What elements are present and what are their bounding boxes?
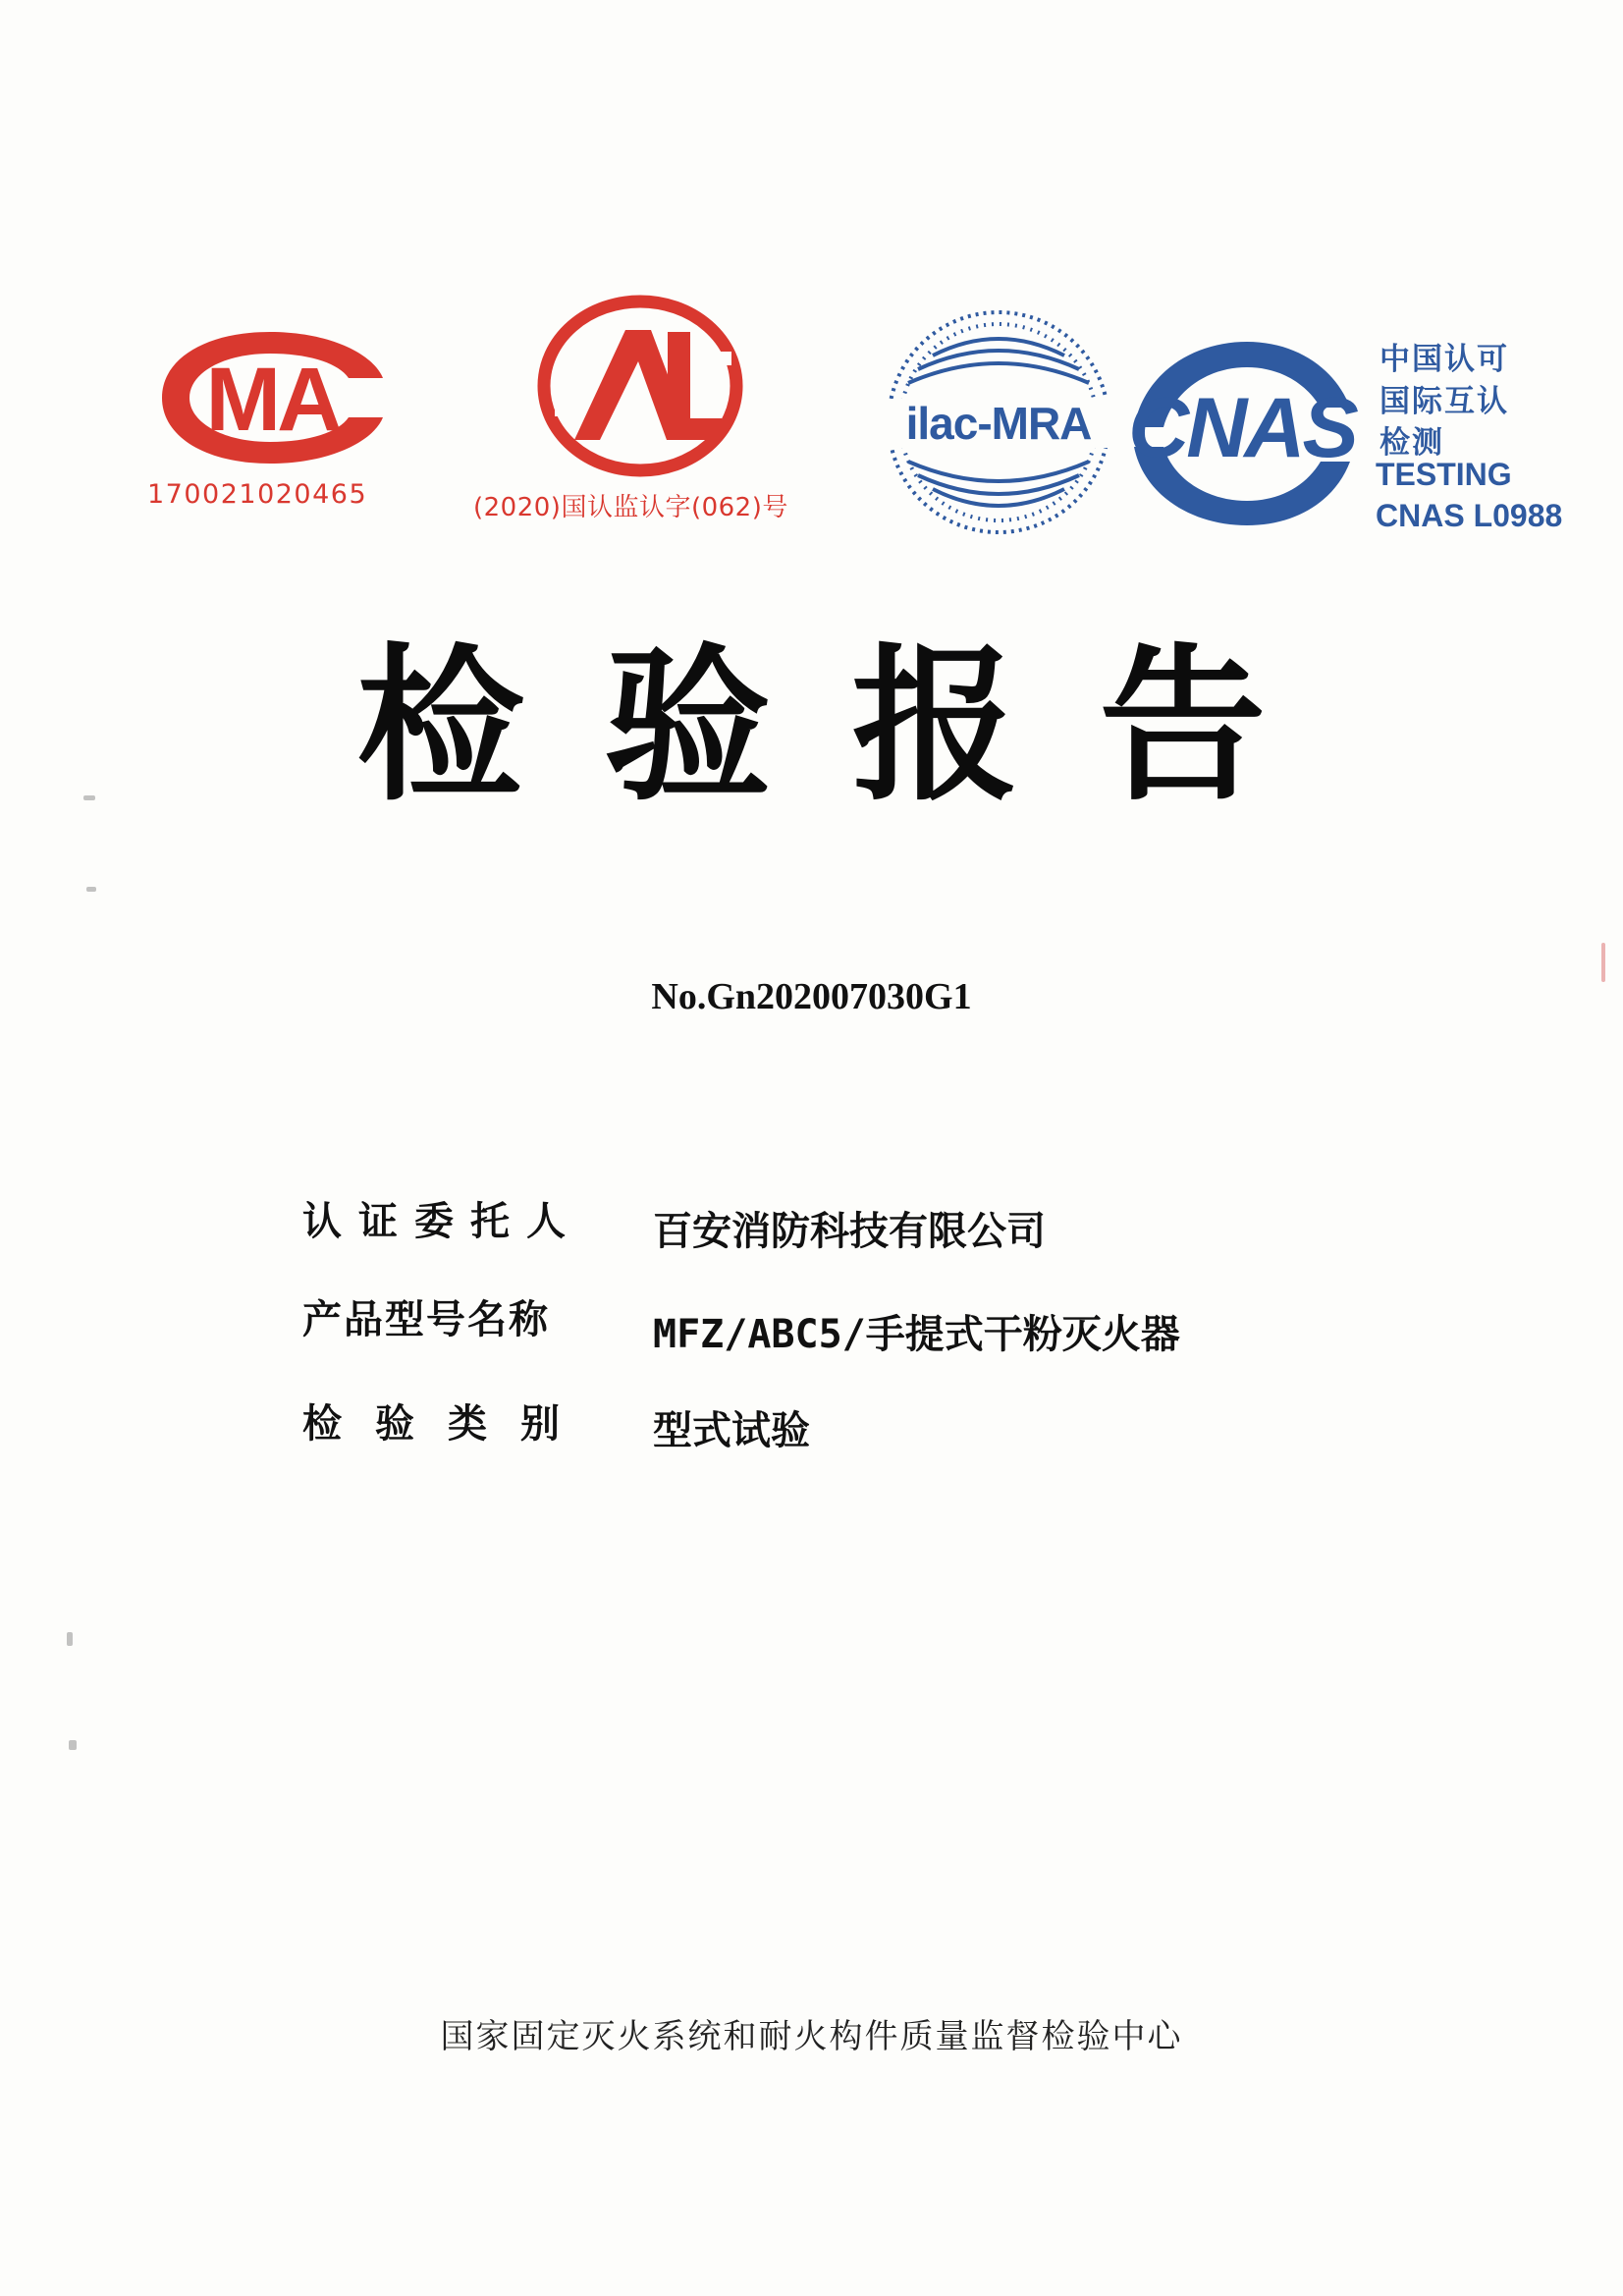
cma-number: 170021020465 (147, 479, 368, 510)
client-label: 认证委托人 (302, 1199, 582, 1244)
scan-speck (1601, 943, 1605, 982)
cnas-line-5: CNAS L0988 (1376, 498, 1563, 533)
product-value: MFZ/ABC5/手提式干粉灭火器 (653, 1312, 1180, 1357)
cal-logo (535, 293, 746, 479)
scan-speck (69, 1740, 77, 1750)
category-value: 型式试验 (653, 1408, 810, 1453)
report-number: No.Gn202007030G1 (651, 976, 972, 1017)
cal-number: (2020)国认监认字(062)号 (473, 493, 788, 522)
report-title: 检验报告 (356, 629, 1347, 824)
svg-text:MA: MA (205, 350, 339, 450)
cnas-line-1: 中国认可 (1380, 342, 1509, 376)
category-label: 检验类别 (302, 1401, 593, 1447)
cma-logo (152, 324, 393, 471)
cnas-line-3: 检测 (1380, 425, 1444, 460)
svg-text:CNAS: CNAS (1128, 381, 1356, 475)
issuer-name: 国家固定灭火系统和耐火构件质量监督检验中心 (440, 2017, 1183, 2056)
product-label: 产品型号名称 (302, 1297, 550, 1342)
client-value: 百安消防科技有限公司 (653, 1209, 1046, 1254)
scan-speck (86, 887, 96, 892)
cnas-line-4: TESTING (1376, 457, 1512, 492)
svg-text:ilac-MRA: ilac-MRA (905, 398, 1092, 449)
scan-speck (83, 795, 95, 800)
ilac-mra-logo (879, 304, 1119, 540)
scan-speck (67, 1632, 73, 1646)
cnas-logo (1114, 334, 1370, 530)
cnas-line-2: 国际互认 (1380, 384, 1509, 418)
